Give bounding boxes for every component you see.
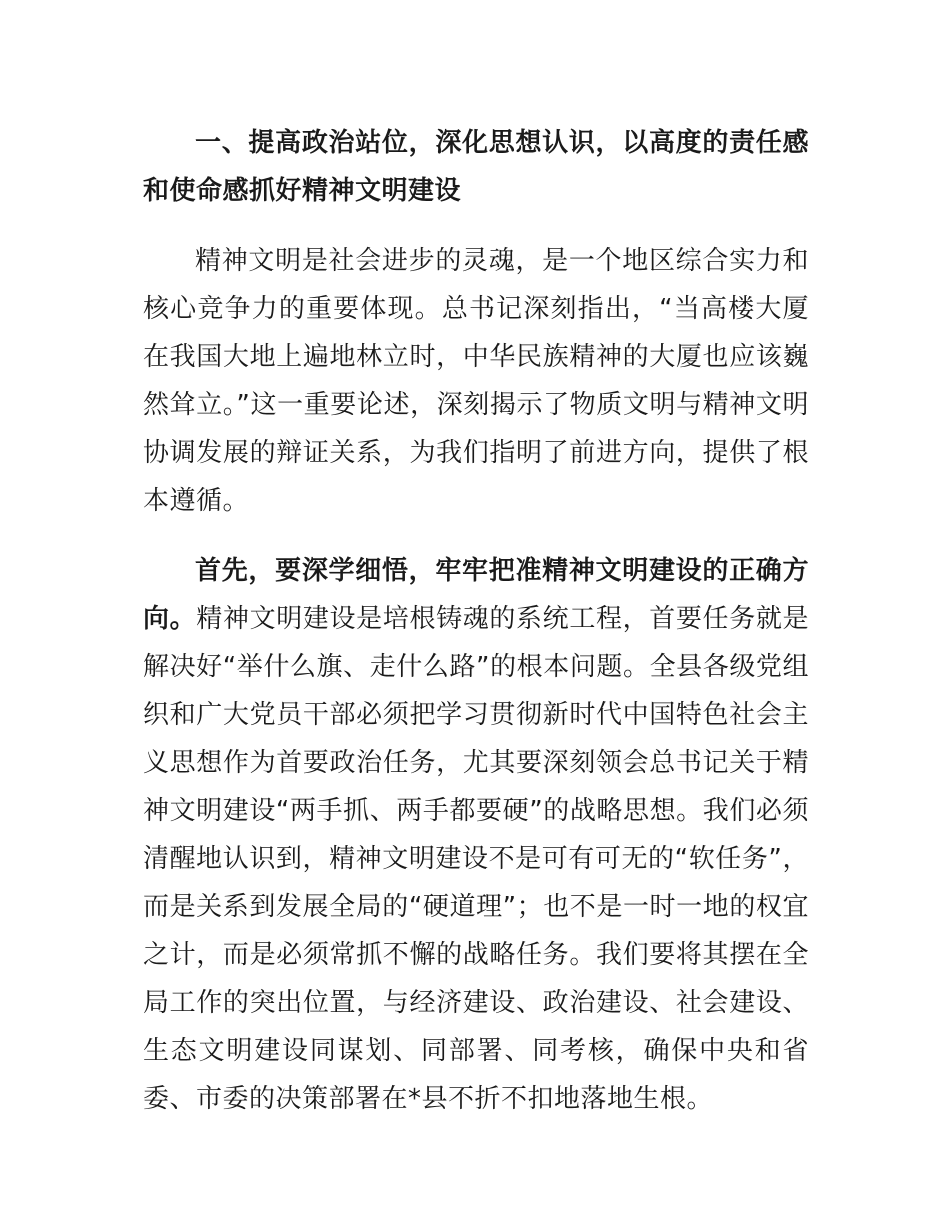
paragraph-2-text: 精神文明建设是培根铸魂的系统工程，首要任务就是解决好“举什么旗、走什么路”的根本问题。全县各级党组织和广大党员干部必须把学习贯彻新时代中国特色社会主义思想作为首要政治任务，尤其要深刻领会总书记关于精神文明建设“两手抓、两手都要硬”的战略思想。我们必须清醒地认识到，精神文明建设不是可有可无的“软任务”，而是关系到发展全局的“硬道理”；也不是一时一地的权宜之计，而是必须常抓不懈的战略任务。我们要将其摆在全局工作的突出位置，与经济建设、政治建设、社会建设、生态文明建设同谋划、同部署、同考核，确保中央和省委、市委的决策部署在*县不折不扣地落地生根。 <box>143 604 809 1114</box>
paragraph-2 <box>143 547 809 1123</box>
paragraph-1-text: 精神文明是社会进步的灵魂，是一个地区综合实力和核心竞争力的重要体现。总书记深刻指出，“当高楼大厦在我国大地上遍地林立时，中华民族精神的大厦也应该巍然耸立。”这一重要论述，深刻揭示了物质文明与精神文明协调发展的辩证关系，为我们指明了前进方向，提供了根本遵循。 <box>143 246 809 516</box>
section-heading: 一、提高政治站位，深化思想认识，以高度的责任感和使命感抓好精神文明建设 <box>143 128 809 206</box>
document-body <box>143 119 809 1145</box>
paragraph-2-lead: 首先，要深学细悟，牢牢把准精神文明建设的正确方向。 <box>143 556 809 634</box>
paragraph-1 <box>143 237 809 525</box>
